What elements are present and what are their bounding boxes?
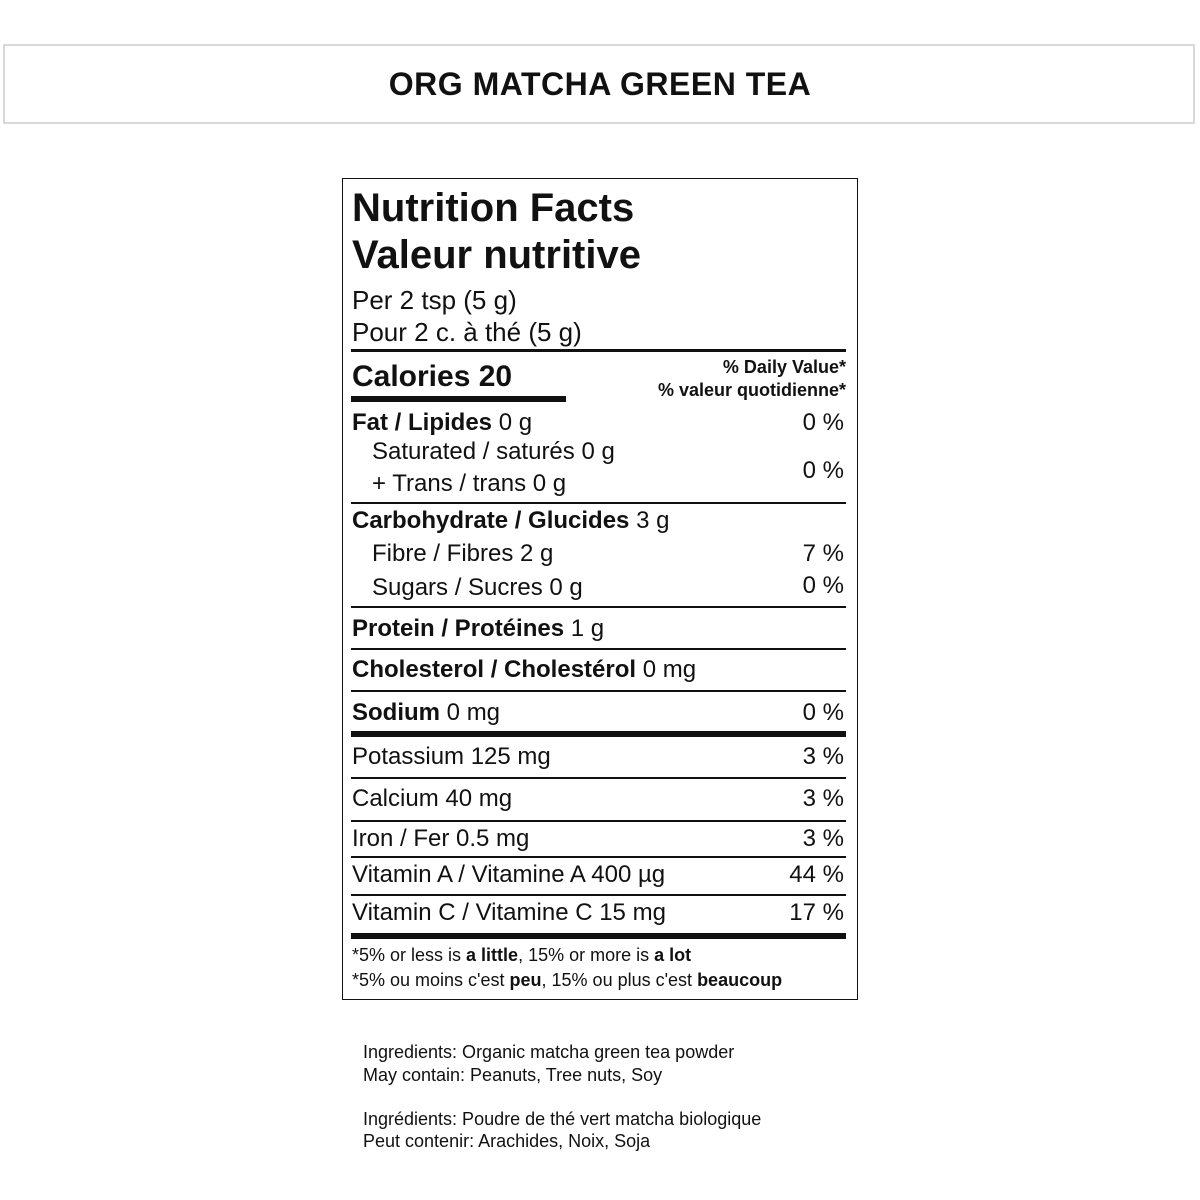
divider: [351, 606, 846, 608]
fibre-row: Fibre / Fibres 2 g: [372, 540, 554, 567]
vitamin-c-row: Vitamin C / Vitamine C 15 mg: [352, 899, 666, 926]
fibre-dv: 7 %: [802, 540, 844, 567]
sodium-label: Sodium: [352, 699, 440, 726]
saturated-trans-dv: 0 %: [802, 457, 844, 484]
protein-label: Protein / Protéines: [352, 615, 565, 642]
fat-row: [352, 409, 532, 437]
footnote-fr-text: , 15% ou plus c'est: [541, 970, 698, 990]
divider-thick-footnote: [351, 933, 846, 939]
footnote-en-text: *5% or less is: [352, 945, 467, 965]
nutrition-title-en: Nutrition Facts: [352, 186, 635, 230]
divider: [351, 894, 846, 896]
cholesterol-row: [352, 656, 696, 684]
sugars-row: Sugars / Sucres 0 g: [372, 574, 583, 601]
footnote-fr-beaucoup: beaucoup: [697, 970, 783, 990]
sodium-dv: 0 %: [802, 699, 844, 726]
cholesterol-amount: 0 mg: [642, 656, 697, 683]
protein-row: [352, 615, 604, 643]
carbohydrate-amount: 3 g: [636, 507, 670, 534]
protein-amount: 1 g: [570, 615, 605, 642]
nutrition-title-fr: Valeur nutritive: [352, 233, 641, 277]
divider-thick-minerals: [351, 731, 846, 737]
potassium-row: Potassium 125 mg: [352, 743, 551, 770]
carbohydrate-row: [352, 507, 669, 535]
vitamin-a-row: Vitamin A / Vitamine A 400 µg: [352, 861, 666, 888]
sugars-dv: 0 %: [802, 572, 844, 599]
saturated-row: Saturated / saturés 0 g: [372, 438, 615, 465]
serving-size-fr: Pour 2 c. à thé (5 g): [352, 317, 582, 347]
divider: [351, 856, 846, 858]
fat-amount: 0 g: [498, 409, 533, 436]
vitamin-a-dv: 44 %: [789, 861, 844, 888]
allergens-en: May contain: Peanuts, Tree nuts, Soy: [363, 1065, 663, 1085]
fat-label: Fat / Lipides: [352, 409, 493, 436]
calories-underline: [351, 396, 566, 402]
footnote-en: [352, 945, 691, 966]
footnote-fr-text: *5% ou moins c'est: [352, 970, 510, 990]
footnote-fr-peu: peu: [509, 970, 542, 990]
ingredients-fr: Ingrédients: Poudre de thé vert matcha biologique: [363, 1109, 762, 1129]
sodium-row: [352, 699, 500, 727]
footnote-en-lot: a lot: [654, 945, 692, 965]
trans-row: + Trans / trans 0 g: [372, 470, 567, 497]
footnote-en-text: , 15% or more is: [518, 945, 655, 965]
calcium-dv: 3 %: [802, 785, 844, 812]
ingredients-en: Ingredients: Organic matcha green tea powder: [363, 1042, 735, 1062]
divider-thick-serving: [351, 349, 846, 352]
dv-header-en: % Daily Value*: [722, 357, 846, 377]
footnote-en-little: a little: [466, 945, 519, 965]
product-title: ORG MATCHA GREEN TEA: [388, 66, 812, 102]
fat-dv: 0 %: [802, 409, 844, 436]
serving-size-en: Per 2 tsp (5 g): [352, 285, 517, 315]
dv-header-fr: % valeur quotidienne*: [657, 380, 846, 400]
vitamin-c-dv: 17 %: [789, 899, 844, 926]
footnote-fr: [352, 970, 782, 991]
allergens-fr: Peut contenir: Arachides, Noix, Soja: [363, 1131, 651, 1151]
divider: [351, 690, 846, 692]
iron-row: Iron / Fer 0.5 mg: [352, 825, 530, 852]
cholesterol-label: Cholesterol / Cholestérol: [352, 656, 637, 683]
sodium-amount: 0 mg: [446, 699, 501, 726]
potassium-dv: 3 %: [802, 743, 844, 770]
divider: [351, 648, 846, 650]
iron-dv: 3 %: [802, 825, 844, 852]
calories: Calories 20: [352, 360, 513, 393]
divider: [351, 502, 846, 504]
divider: [351, 820, 846, 822]
calcium-row: Calcium 40 mg: [352, 785, 513, 812]
carbohydrate-label: Carbohydrate / Glucides: [352, 507, 630, 534]
divider: [351, 777, 846, 779]
